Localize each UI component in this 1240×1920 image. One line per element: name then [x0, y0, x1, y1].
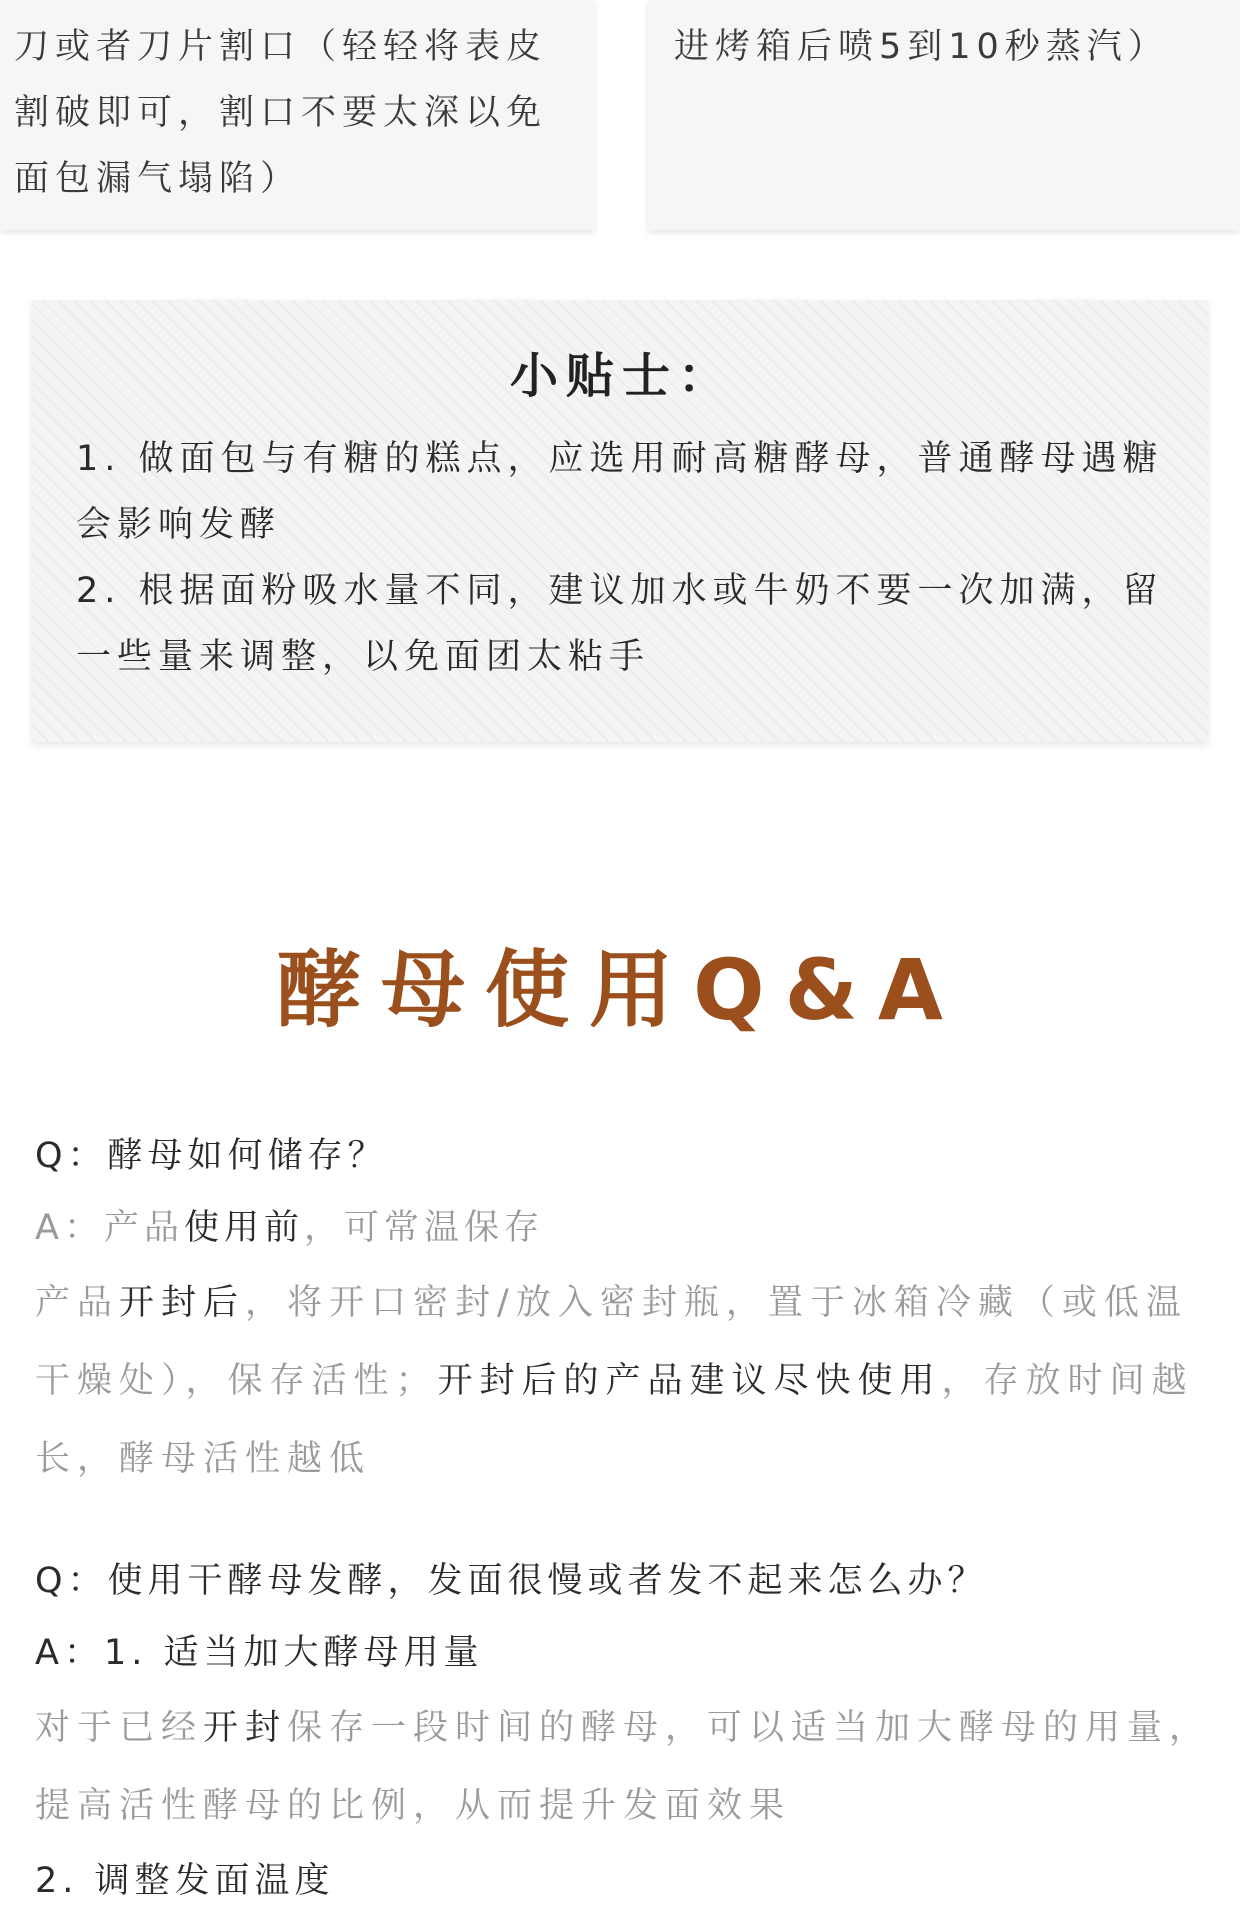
qa-storage-answer-emphasis: 使用前 — [183, 1208, 304, 1248]
qa-slow-rise-body-emphasis: 开封 — [203, 1708, 288, 1748]
tips-box — [32, 300, 1208, 742]
qa-slow-rise — [35, 1545, 1215, 1917]
qa-slow-rise-answer-prefix: A： — [35, 1633, 104, 1673]
qa-slow-rise-body — [35, 1689, 1215, 1845]
qa-storage-body-emphasis-2: 开封后的产品建议尽快使用 — [437, 1361, 942, 1401]
qa-slow-rise-point-2: 2. 调整发面温度 — [35, 1861, 335, 1901]
qa-storage-answer-suffix: ，可常温保存 — [303, 1208, 544, 1248]
qa-slow-rise-answer-point-1: 1. 适当加大酵母用量 — [103, 1633, 484, 1673]
qa-storage-body-part-1: 产品 — [35, 1283, 120, 1323]
qa-storage-body-emphasis-1: 开封后 — [119, 1283, 246, 1323]
step-card-left — [0, 0, 595, 230]
step-card-left-text: 刀或者刀片割口（轻轻将表皮割破即可，割口不要太深以免面包漏气塌陷） — [14, 27, 548, 199]
qa-slow-rise-question: Q：使用干酵母发酵，发面很慢或者发不起来怎么办？ — [35, 1561, 988, 1601]
tips-title: 小贴士： — [509, 348, 734, 404]
step-card-right-text: 进烤箱后喷5到10秒蒸汽） — [674, 27, 1169, 67]
tips-item-1: 1. 做面包与有糖的糕点，应选用耐高糖酵母，普通酵母遇糖会影响发酵 — [76, 439, 1164, 545]
qa-storage-body-part-2: ，将开口密封/放入密封瓶，置于冰箱冷藏（或低温干燥处），保存活性； — [35, 1283, 1188, 1401]
step-card-right — [648, 0, 1240, 230]
qa-storage-answer-prefix: A：产品 — [35, 1208, 184, 1248]
qa-storage-answer — [35, 1192, 1215, 1264]
qa-slow-rise-body-part-1: 对于已经 — [35, 1708, 204, 1748]
qa-slow-rise-answer — [35, 1617, 1215, 1689]
qa-heading: 酵母使用Q&A — [277, 941, 963, 1039]
qa-storage-question: Q：酵母如何储存？ — [35, 1136, 388, 1176]
qa-storage-body-part-3: ，存放时间越长，酵母活性越低 — [35, 1361, 1194, 1479]
qa-storage-body — [35, 1264, 1215, 1498]
qa-slow-rise-body-part-2: 保存一段时间的酵母，可以适当加大酵母的用量，提高活性酵母的比例，从而提升发面效果 — [35, 1708, 1212, 1826]
qa-storage — [35, 1120, 1215, 1498]
tips-item-2: 2. 根据面粉吸水量不同，建议加水或牛奶不要一次加满，留一些量来调整，以免面团太粘手 — [76, 571, 1164, 677]
